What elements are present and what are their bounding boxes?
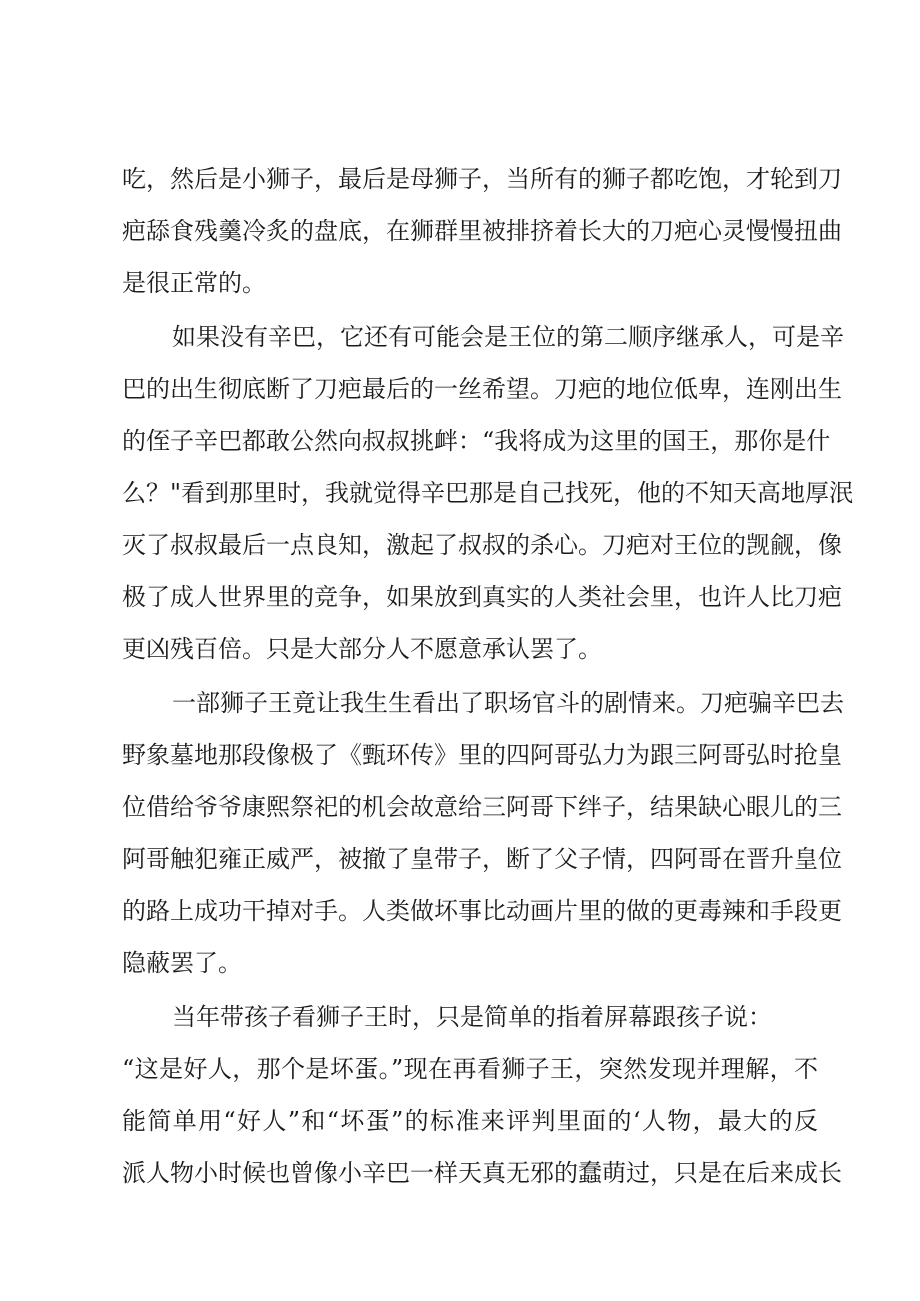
paragraph-4-line-3: 能简单用“好人”和“坏蛋”的标准来评判里面的‘人物，最大的反 (122, 1107, 818, 1135)
paragraph-3-line-5: 的路上成功干掉对手。人类做坏事比动画片里的做的更毒辣和手段更 (122, 897, 842, 925)
paragraph-2-line-6: 极了成人世界里的竞争，如果放到真实的人类社会里，也许人比刀疤 (122, 583, 842, 611)
paragraph-4-line-2: “这是好人，那个是坏蛋。”现在再看狮子王，突然发现并理解，不 (122, 1055, 818, 1083)
paragraph-2-line-3: 的侄子辛巴都敢公然向叔叔挑衅：“我将成为这里的国王，那你是什 (122, 427, 831, 455)
paragraph-3-line-3: 位借给爷爷康熙祭祀的机会故意给三阿哥下绊子，结果缺心眼儿的三 (122, 793, 842, 821)
paragraph-3-line-6: 隐蔽罢了。 (122, 949, 242, 977)
paragraph-4-line-4: 派人物小时候也曾像小辛巴一样天真无邪的蠢萌过，只是在后来成长 (122, 1159, 842, 1187)
paragraph-1-line-2: 疤舔食残羹冷炙的盘底，在狮群里被排挤着长大的刀疤心灵慢慢扭曲 (122, 217, 842, 245)
paragraph-2-line-1: 如果没有辛巴，它还有可能会是王位的第二顺序继承人，可是辛 (172, 323, 844, 351)
paragraph-2-line-2: 巴的出生彻底断了刀疤最后的一丝希望。刀疤的地位低卑，连刚出生 (122, 375, 842, 403)
paragraph-2-line-5: 灭了叔叔最后一点良知，激起了叔叔的杀心。刀疤对王位的觊觎，像 (122, 531, 842, 559)
paragraph-3-line-4: 阿哥触犯雍正威严，被撤了皇带子，断了父子情，四阿哥在晋升皇位 (122, 845, 842, 873)
paragraph-1-line-1: 吃，然后是小狮子，最后是母狮子，当所有的狮子都吃饱，才轮到刀 (122, 165, 842, 193)
paragraph-4-line-1: 当年带孩子看狮子王时，只是简单的指着屏幕跟孩子说： (172, 1003, 772, 1031)
paragraph-1-line-3: 是很正常的。 (122, 269, 266, 297)
paragraph-3-line-1: 一部狮子王竟让我生生看出了职场官斗的剧情来。刀疤骗辛巴去 (172, 689, 844, 717)
paragraph-3-line-2: 野象墓地那段像极了《甄环传》里的四阿哥弘力为跟三阿哥弘时抢皇 (122, 741, 842, 769)
paragraph-2-line-7: 更凶残百倍。只是大部分人不愿意承认罢了。 (122, 635, 602, 663)
paragraph-2-line-4: 么？"看到那里时，我就觉得辛巴那是自己找死，他的不知天高地厚泯 (122, 479, 854, 507)
